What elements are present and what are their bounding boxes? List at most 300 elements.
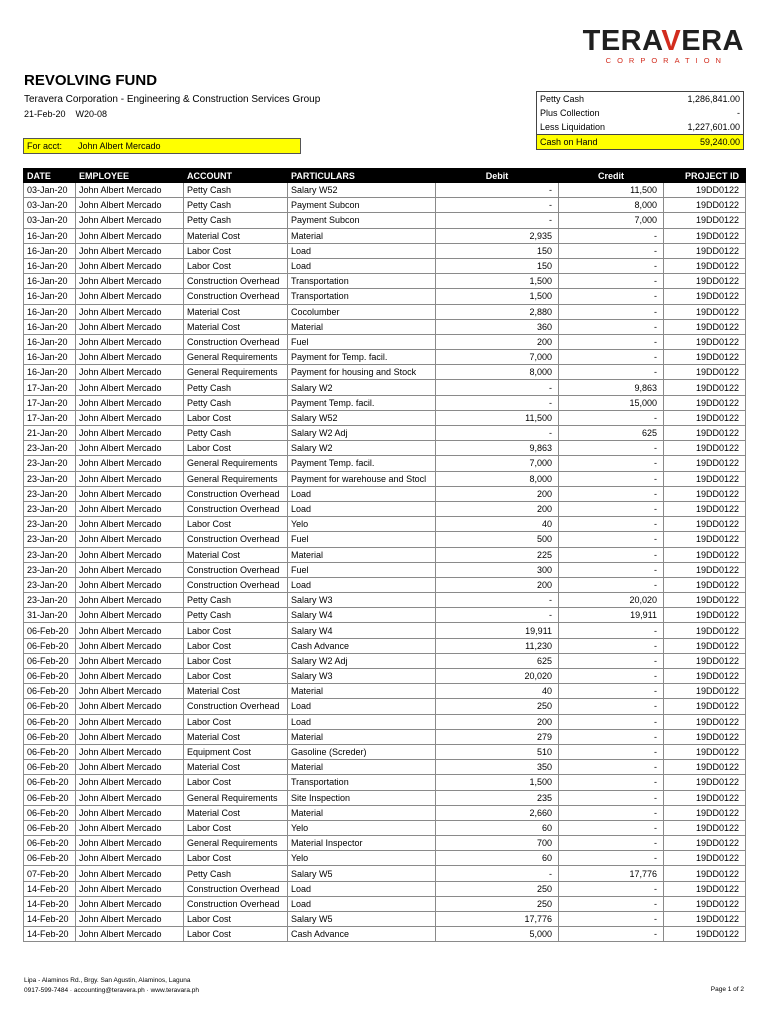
cell-particulars: Material xyxy=(288,805,436,820)
cell-project-id: 19DD0122 xyxy=(664,456,746,471)
cell-project-id: 19DD0122 xyxy=(664,198,746,213)
cell-date: 07-Feb-20 xyxy=(24,866,76,881)
cell-debit: 1,500 xyxy=(436,775,559,790)
cell-employee: John Albert Mercado xyxy=(76,304,184,319)
cell-particulars: Material xyxy=(288,547,436,562)
cell-particulars: Load xyxy=(288,258,436,273)
cell-debit: 200 xyxy=(436,577,559,592)
cell-particulars: Salary W2 Adj xyxy=(288,426,436,441)
table-row xyxy=(24,729,746,744)
cell-debit: 250 xyxy=(436,699,559,714)
cell-debit: - xyxy=(436,608,559,623)
cell-account: Construction Overhead xyxy=(184,501,288,516)
cell-date: 16-Jan-20 xyxy=(24,319,76,334)
table-row xyxy=(24,334,746,349)
cell-particulars: Cash Advance xyxy=(288,927,436,942)
cell-employee: John Albert Mercado xyxy=(76,410,184,425)
summary-label: Less Liquidation xyxy=(537,120,650,135)
cell-project-id: 19DD0122 xyxy=(664,289,746,304)
table-row xyxy=(24,881,746,896)
cell-credit: - xyxy=(559,714,664,729)
cell-project-id: 19DD0122 xyxy=(664,183,746,198)
cell-account: Construction Overhead xyxy=(184,699,288,714)
cell-particulars: Load xyxy=(288,896,436,911)
table-row xyxy=(24,699,746,714)
cell-account: Construction Overhead xyxy=(184,896,288,911)
cell-date: 14-Feb-20 xyxy=(24,912,76,927)
cell-debit: 60 xyxy=(436,851,559,866)
cell-account: Labor Cost xyxy=(184,775,288,790)
cell-debit: 2,660 xyxy=(436,805,559,820)
cell-debit: 20,020 xyxy=(436,669,559,684)
cell-date: 16-Jan-20 xyxy=(24,243,76,258)
cell-project-id: 19DD0122 xyxy=(664,866,746,881)
table-row xyxy=(24,471,746,486)
summary-label: Cash on Hand xyxy=(537,135,650,150)
cell-account: Labor Cost xyxy=(184,638,288,653)
cell-account: Petty Cash xyxy=(184,593,288,608)
cell-debit: 300 xyxy=(436,562,559,577)
cell-account: Construction Overhead xyxy=(184,274,288,289)
cell-credit: - xyxy=(559,881,664,896)
cell-credit: - xyxy=(559,851,664,866)
cell-project-id: 19DD0122 xyxy=(664,532,746,547)
cell-date: 06-Feb-20 xyxy=(24,760,76,775)
cell-date: 06-Feb-20 xyxy=(24,744,76,759)
cell-project-id: 19DD0122 xyxy=(664,395,746,410)
table-row xyxy=(24,274,746,289)
table-row xyxy=(24,820,746,835)
col-header-particulars: PARTICULARS xyxy=(288,169,436,183)
table-row xyxy=(24,866,746,881)
cell-particulars: Payment for housing and Stock xyxy=(288,365,436,380)
cell-employee: John Albert Mercado xyxy=(76,319,184,334)
table-row xyxy=(24,304,746,319)
cell-credit: 625 xyxy=(559,426,664,441)
cell-credit: - xyxy=(559,243,664,258)
cell-employee: John Albert Mercado xyxy=(76,851,184,866)
cell-account: Material Cost xyxy=(184,547,288,562)
cell-particulars: Payment Temp. facil. xyxy=(288,395,436,410)
cell-credit: - xyxy=(559,365,664,380)
cell-credit: - xyxy=(559,699,664,714)
summary-value: 59,240.00 xyxy=(650,135,744,150)
cell-credit: - xyxy=(559,805,664,820)
cell-employee: John Albert Mercado xyxy=(76,471,184,486)
cell-employee: John Albert Mercado xyxy=(76,790,184,805)
table-row xyxy=(24,775,746,790)
table-row xyxy=(24,258,746,273)
cell-debit: 7,000 xyxy=(436,350,559,365)
cell-debit: 1,500 xyxy=(436,274,559,289)
cell-employee: John Albert Mercado xyxy=(76,334,184,349)
cell-date: 06-Feb-20 xyxy=(24,729,76,744)
cell-credit: - xyxy=(559,896,664,911)
cell-employee: John Albert Mercado xyxy=(76,562,184,577)
cell-account: Petty Cash xyxy=(184,395,288,410)
cell-account: Material Cost xyxy=(184,760,288,775)
cell-account: Material Cost xyxy=(184,228,288,243)
cell-project-id: 19DD0122 xyxy=(664,350,746,365)
cell-date: 17-Jan-20 xyxy=(24,395,76,410)
footer-address: Lipa - Alaminos Rd., Brgy. San Agustin, Alaminos, Laguna xyxy=(24,977,191,984)
cell-date: 23-Jan-20 xyxy=(24,562,76,577)
cell-credit: - xyxy=(559,927,664,942)
cell-account: Construction Overhead xyxy=(184,289,288,304)
cell-account: Labor Cost xyxy=(184,820,288,835)
cell-particulars: Fuel xyxy=(288,334,436,349)
cell-particulars: Load xyxy=(288,881,436,896)
cell-debit: 225 xyxy=(436,547,559,562)
cell-employee: John Albert Mercado xyxy=(76,380,184,395)
cell-project-id: 19DD0122 xyxy=(664,334,746,349)
table-row xyxy=(24,684,746,699)
cell-particulars: Material xyxy=(288,729,436,744)
date-line xyxy=(24,109,117,119)
cell-project-id: 19DD0122 xyxy=(664,653,746,668)
cell-employee: John Albert Mercado xyxy=(76,623,184,638)
table-row xyxy=(24,243,746,258)
cell-date: 14-Feb-20 xyxy=(24,881,76,896)
cell-account: Construction Overhead xyxy=(184,577,288,592)
cell-employee: John Albert Mercado xyxy=(76,228,184,243)
cell-debit: - xyxy=(436,593,559,608)
cell-date: 23-Jan-20 xyxy=(24,547,76,562)
cell-date: 14-Feb-20 xyxy=(24,896,76,911)
cell-particulars: Site Inspection xyxy=(288,790,436,805)
cell-employee: John Albert Mercado xyxy=(76,744,184,759)
cell-date: 31-Jan-20 xyxy=(24,608,76,623)
cell-account: Petty Cash xyxy=(184,198,288,213)
cell-account: Construction Overhead xyxy=(184,562,288,577)
cell-credit: - xyxy=(559,486,664,501)
table-row xyxy=(24,532,746,547)
logo-subtitle: CORPORATION xyxy=(605,56,727,65)
summary-value: 1,286,841.00 xyxy=(650,92,744,107)
cell-credit: 9,863 xyxy=(559,380,664,395)
cell-date: 23-Jan-20 xyxy=(24,593,76,608)
cell-credit: - xyxy=(559,456,664,471)
cell-employee: John Albert Mercado xyxy=(76,426,184,441)
cell-employee: John Albert Mercado xyxy=(76,896,184,911)
cell-particulars: Fuel xyxy=(288,562,436,577)
cell-debit: 17,776 xyxy=(436,912,559,927)
cell-project-id: 19DD0122 xyxy=(664,319,746,334)
cell-account: General Requirements xyxy=(184,350,288,365)
cell-project-id: 19DD0122 xyxy=(664,258,746,273)
cell-project-id: 19DD0122 xyxy=(664,638,746,653)
table-row xyxy=(24,744,746,759)
table-row xyxy=(24,183,746,198)
cell-particulars: Material xyxy=(288,684,436,699)
cell-date: 16-Jan-20 xyxy=(24,274,76,289)
cell-account: General Requirements xyxy=(184,456,288,471)
cell-employee: John Albert Mercado xyxy=(76,258,184,273)
cell-account: Labor Cost xyxy=(184,851,288,866)
cell-project-id: 19DD0122 xyxy=(664,562,746,577)
cell-debit: - xyxy=(436,183,559,198)
cell-employee: John Albert Mercado xyxy=(76,395,184,410)
cell-credit: - xyxy=(559,274,664,289)
col-header-debit: Debit xyxy=(436,169,559,183)
cell-project-id: 19DD0122 xyxy=(664,380,746,395)
cell-date: 03-Jan-20 xyxy=(24,213,76,228)
cell-employee: John Albert Mercado xyxy=(76,198,184,213)
cell-account: Labor Cost xyxy=(184,410,288,425)
table-row xyxy=(24,912,746,927)
cell-particulars: Load xyxy=(288,577,436,592)
col-header-employee: EMPLOYEE xyxy=(76,169,184,183)
cell-employee: John Albert Mercado xyxy=(76,441,184,456)
cell-credit: - xyxy=(559,744,664,759)
cell-account: Labor Cost xyxy=(184,927,288,942)
cell-particulars: Yelo xyxy=(288,517,436,532)
week-code: W20-08 xyxy=(75,109,108,119)
cell-project-id: 19DD0122 xyxy=(664,744,746,759)
table-row xyxy=(24,927,746,942)
cell-particulars: Yelo xyxy=(288,851,436,866)
table-row xyxy=(24,198,746,213)
cell-debit: 60 xyxy=(436,820,559,835)
cell-credit: 15,000 xyxy=(559,395,664,410)
cell-date: 17-Jan-20 xyxy=(24,380,76,395)
cell-project-id: 19DD0122 xyxy=(664,669,746,684)
cell-account: Petty Cash xyxy=(184,866,288,881)
table-row xyxy=(24,289,746,304)
summary-row-petty-cash xyxy=(537,92,744,107)
cell-employee: John Albert Mercado xyxy=(76,577,184,592)
cell-debit: 360 xyxy=(436,319,559,334)
cell-date: 06-Feb-20 xyxy=(24,775,76,790)
cell-debit: 2,935 xyxy=(436,228,559,243)
cell-credit: - xyxy=(559,304,664,319)
cell-credit: 8,000 xyxy=(559,198,664,213)
cell-employee: John Albert Mercado xyxy=(76,243,184,258)
cell-debit: 2,880 xyxy=(436,304,559,319)
cell-project-id: 19DD0122 xyxy=(664,714,746,729)
cell-particulars: Transportation xyxy=(288,274,436,289)
cell-account: Material Cost xyxy=(184,684,288,699)
cell-project-id: 19DD0122 xyxy=(664,896,746,911)
cell-particulars: Gasoline (Screder) xyxy=(288,744,436,759)
cell-account: Material Cost xyxy=(184,304,288,319)
cell-particulars: Transportation xyxy=(288,289,436,304)
cell-particulars: Payment Subcon xyxy=(288,213,436,228)
cell-credit: - xyxy=(559,669,664,684)
company-logo xyxy=(583,26,744,65)
cell-credit: 7,000 xyxy=(559,213,664,228)
cell-employee: John Albert Mercado xyxy=(76,729,184,744)
cell-employee: John Albert Mercado xyxy=(76,684,184,699)
cell-employee: John Albert Mercado xyxy=(76,805,184,820)
cell-project-id: 19DD0122 xyxy=(664,577,746,592)
cell-employee: John Albert Mercado xyxy=(76,350,184,365)
cell-employee: John Albert Mercado xyxy=(76,760,184,775)
cell-project-id: 19DD0122 xyxy=(664,836,746,851)
cell-project-id: 19DD0122 xyxy=(664,820,746,835)
cell-credit: - xyxy=(559,441,664,456)
cell-date: 21-Jan-20 xyxy=(24,426,76,441)
cell-date: 06-Feb-20 xyxy=(24,836,76,851)
cell-particulars: Load xyxy=(288,486,436,501)
cell-date: 23-Jan-20 xyxy=(24,441,76,456)
cell-credit: - xyxy=(559,471,664,486)
cell-debit: - xyxy=(436,426,559,441)
col-header-date: DATE xyxy=(24,169,76,183)
cell-account: Material Cost xyxy=(184,729,288,744)
table-row xyxy=(24,319,746,334)
cell-credit: - xyxy=(559,653,664,668)
cell-particulars: Transportation xyxy=(288,775,436,790)
cell-project-id: 19DD0122 xyxy=(664,623,746,638)
cell-employee: John Albert Mercado xyxy=(76,365,184,380)
cell-debit: - xyxy=(436,395,559,410)
cell-employee: John Albert Mercado xyxy=(76,866,184,881)
cell-date: 06-Feb-20 xyxy=(24,805,76,820)
summary-row-plus-collection xyxy=(537,106,744,120)
cell-particulars: Salary W5 xyxy=(288,866,436,881)
cell-debit: 1,500 xyxy=(436,289,559,304)
cell-employee: John Albert Mercado xyxy=(76,912,184,927)
cell-particulars: Material xyxy=(288,228,436,243)
cell-employee: John Albert Mercado xyxy=(76,593,184,608)
cell-credit: - xyxy=(559,790,664,805)
table-row xyxy=(24,653,746,668)
cell-project-id: 19DD0122 xyxy=(664,471,746,486)
cell-debit: 200 xyxy=(436,714,559,729)
table-row xyxy=(24,426,746,441)
cell-credit: - xyxy=(559,547,664,562)
cell-project-id: 19DD0122 xyxy=(664,699,746,714)
cell-project-id: 19DD0122 xyxy=(664,608,746,623)
cell-date: 06-Feb-20 xyxy=(24,623,76,638)
cell-employee: John Albert Mercado xyxy=(76,669,184,684)
table-row xyxy=(24,805,746,820)
table-row xyxy=(24,350,746,365)
company-subtitle: Teravera Corporation - Engineering & Construction Services Group xyxy=(24,94,321,105)
table-row xyxy=(24,593,746,608)
cell-date: 23-Jan-20 xyxy=(24,577,76,592)
cell-project-id: 19DD0122 xyxy=(664,593,746,608)
cell-credit: 11,500 xyxy=(559,183,664,198)
cell-date: 03-Jan-20 xyxy=(24,198,76,213)
cell-account: Labor Cost xyxy=(184,912,288,927)
cell-debit: - xyxy=(436,380,559,395)
cell-date: 06-Feb-20 xyxy=(24,638,76,653)
cell-debit: 19,911 xyxy=(436,623,559,638)
cell-date: 23-Jan-20 xyxy=(24,517,76,532)
cell-credit: - xyxy=(559,912,664,927)
cell-date: 16-Jan-20 xyxy=(24,289,76,304)
cell-project-id: 19DD0122 xyxy=(664,426,746,441)
cell-account: Petty Cash xyxy=(184,608,288,623)
cell-account: Construction Overhead xyxy=(184,881,288,896)
cell-employee: John Albert Mercado xyxy=(76,638,184,653)
cell-debit: 11,230 xyxy=(436,638,559,653)
document-title: REVOLVING FUND xyxy=(24,72,158,89)
table-row xyxy=(24,608,746,623)
summary-label: Plus Collection xyxy=(537,106,650,120)
table-row xyxy=(24,456,746,471)
cell-project-id: 19DD0122 xyxy=(664,881,746,896)
cell-employee: John Albert Mercado xyxy=(76,836,184,851)
cell-project-id: 19DD0122 xyxy=(664,805,746,820)
cell-debit: 350 xyxy=(436,760,559,775)
footer-contact-line: 0917-599-7484 · accounting@teravera.ph · www.teravara.ph xyxy=(24,987,199,994)
cell-debit: 150 xyxy=(436,243,559,258)
cell-project-id: 19DD0122 xyxy=(664,517,746,532)
cell-credit: - xyxy=(559,258,664,273)
cell-account: General Requirements xyxy=(184,790,288,805)
cell-date: 06-Feb-20 xyxy=(24,684,76,699)
cell-employee: John Albert Mercado xyxy=(76,820,184,835)
cell-employee: John Albert Mercado xyxy=(76,456,184,471)
summary-value: 1,227,601.00 xyxy=(650,120,744,135)
cell-date: 16-Jan-20 xyxy=(24,350,76,365)
cell-credit: - xyxy=(559,334,664,349)
cell-debit: 250 xyxy=(436,881,559,896)
cell-account: Petty Cash xyxy=(184,426,288,441)
cell-particulars: Salary W3 xyxy=(288,593,436,608)
cell-account: Labor Cost xyxy=(184,243,288,258)
cell-debit: 5,000 xyxy=(436,927,559,942)
cell-employee: John Albert Mercado xyxy=(76,501,184,516)
cell-date: 03-Jan-20 xyxy=(24,183,76,198)
cell-project-id: 19DD0122 xyxy=(664,365,746,380)
cell-employee: John Albert Mercado xyxy=(76,532,184,547)
cell-account: Petty Cash xyxy=(184,213,288,228)
for-account-box xyxy=(23,138,301,154)
cell-credit: 20,020 xyxy=(559,593,664,608)
cell-credit: - xyxy=(559,820,664,835)
cell-particulars: Salary W5 xyxy=(288,912,436,927)
page-number: Page 1 of 2 xyxy=(710,986,744,993)
cell-date: 16-Jan-20 xyxy=(24,365,76,380)
cell-debit: 500 xyxy=(436,532,559,547)
cell-date: 06-Feb-20 xyxy=(24,669,76,684)
cell-credit: - xyxy=(559,319,664,334)
table-row xyxy=(24,228,746,243)
cell-date: 16-Jan-20 xyxy=(24,258,76,273)
cell-credit: 19,911 xyxy=(559,608,664,623)
cell-particulars: Material Inspector xyxy=(288,836,436,851)
cell-debit: - xyxy=(436,213,559,228)
cell-particulars: Payment for warehouse and Stocl xyxy=(288,471,436,486)
table-row xyxy=(24,851,746,866)
cell-account: Construction Overhead xyxy=(184,532,288,547)
cell-account: Labor Cost xyxy=(184,653,288,668)
table-row xyxy=(24,501,746,516)
table-row xyxy=(24,365,746,380)
cell-date: 06-Feb-20 xyxy=(24,653,76,668)
cell-debit: 200 xyxy=(436,334,559,349)
cell-employee: John Albert Mercado xyxy=(76,213,184,228)
cell-particulars: Payment Temp. facil. xyxy=(288,456,436,471)
cell-account: Labor Cost xyxy=(184,623,288,638)
cell-employee: John Albert Mercado xyxy=(76,881,184,896)
cell-project-id: 19DD0122 xyxy=(664,228,746,243)
cell-particulars: Salary W4 xyxy=(288,608,436,623)
cell-employee: John Albert Mercado xyxy=(76,183,184,198)
cell-employee: John Albert Mercado xyxy=(76,714,184,729)
cell-particulars: Load xyxy=(288,243,436,258)
cell-date: 23-Jan-20 xyxy=(24,532,76,547)
col-header-credit: Credit xyxy=(559,169,664,183)
cell-project-id: 19DD0122 xyxy=(664,501,746,516)
cell-project-id: 19DD0122 xyxy=(664,441,746,456)
table-row xyxy=(24,441,746,456)
cell-project-id: 19DD0122 xyxy=(664,760,746,775)
